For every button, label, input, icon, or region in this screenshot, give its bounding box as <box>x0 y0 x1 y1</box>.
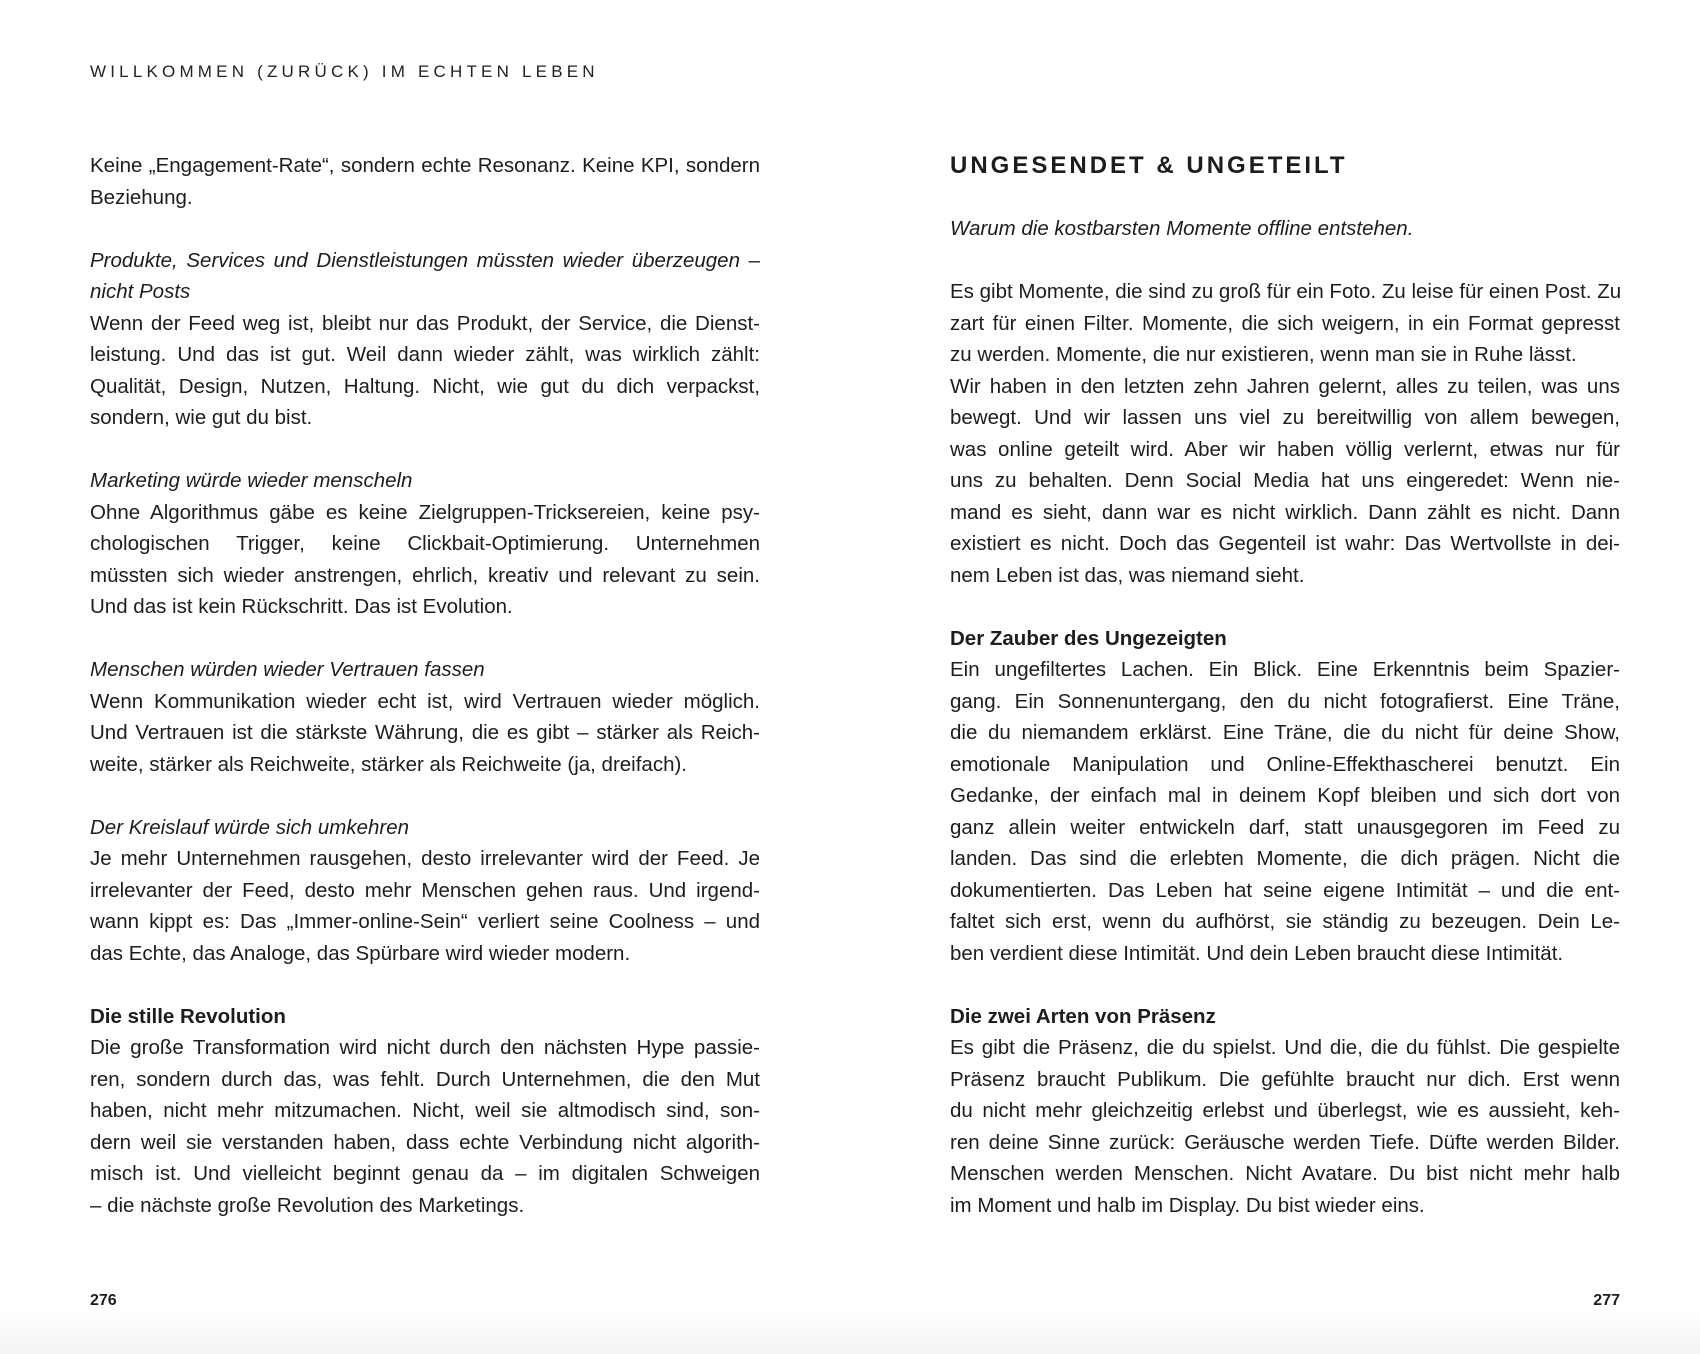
body-line: nem Leben ist das, was niemand sieht. <box>950 563 1305 587</box>
paragraph <box>90 843 760 969</box>
body-line: die du niemandem erklärst. Eine Träne, die du nicht für deine Show, <box>950 721 1620 744</box>
body-line: du nicht mehr gleichzeitig erlebst und überlegst, wie es aussieht, keh- <box>950 1099 1620 1122</box>
page-number-right: 277 <box>1593 1292 1620 1309</box>
heading-block <box>90 654 760 686</box>
paragraph <box>90 686 760 781</box>
body-line: Gedanke, der einfach mal in deinem Kopf bleiben und sich dort von <box>950 784 1620 807</box>
subheading-line: Der Kreislauf würde sich umkehren <box>90 815 410 839</box>
body-line: weite, stärker als Reichweite, stärker als Reichweite (ja, dreifach). <box>90 752 687 776</box>
paragraph-spacer <box>90 969 760 1001</box>
paragraph-spacer <box>950 591 1620 623</box>
body-line: emotionale Manipulation und Online-Effekthascherei benutzt. Ein <box>950 752 1620 776</box>
right-page-body <box>950 150 1620 1221</box>
body-line: Wenn der Feed weg ist, bleibt nur das Produkt, der Service, die Dienst- <box>90 311 760 335</box>
section-heading-line: Der Zauber des Ungezeigten <box>950 626 1227 650</box>
body-line: ganz allein weiter entwickeln darf, statt unausgegoren im Feed zu <box>950 815 1620 839</box>
body-line: dern weil sie verstanden haben, dass echte Verbindung nicht algorith- <box>90 1130 760 1154</box>
heading-block <box>90 812 760 844</box>
body-line: zu werden. Momente, die nur existieren, wenn man sie in Ruhe lässt. <box>950 343 1577 366</box>
body-line: Es gibt Momente, die sind zu groß für ein Foto. Zu leise für einen Post. Zu <box>950 280 1622 303</box>
paragraph-spacer <box>90 780 760 812</box>
section-heading-line: Die stille Revolution <box>90 1004 286 1028</box>
body-line: Ein ungefiltertes Lachen. Ein Blick. Eine Erkenntnis beim Spazier- <box>950 658 1620 681</box>
heading-block <box>90 465 760 497</box>
page-number-left: 276 <box>90 1292 117 1309</box>
paragraph <box>90 308 760 434</box>
subheading-line: nicht Posts <box>90 280 191 303</box>
running-head: WILLKOMMEN (ZURÜCK) IM ECHTEN LEBEN <box>90 62 599 81</box>
body-line: leistung. Und das ist gut. Weil dann wieder zählt, was wirklich zählt: <box>90 343 760 366</box>
body-line: chologischen Trigger, keine Clickbait-Optimierung. Unternehmen <box>90 532 760 555</box>
paragraph <box>90 1032 760 1221</box>
heading-block <box>950 1001 1620 1033</box>
heading-block <box>950 213 1620 245</box>
body-line: Und das ist kein Rückschritt. Das ist Evolution. <box>90 595 513 618</box>
left-page-body <box>90 150 760 1221</box>
body-line: Präsenz braucht Publikum. Die gefühlte braucht nur dich. Erst wenn <box>950 1067 1620 1091</box>
body-line: – die nächste große Revolution des Marketings. <box>90 1193 525 1217</box>
body-line: ren, sondern durch das, was fehlt. Durch Unternehmen, die den Mut <box>90 1067 760 1091</box>
subheading-line: Menschen würden wieder Vertrauen fassen <box>90 658 485 681</box>
body-line: Keine „Engagement-Rate“, sondern echte Resonanz. Keine KPI, sondern <box>90 154 760 177</box>
heading-block <box>950 623 1620 655</box>
body-line: gang. Ein Sonnenuntergang, den du nicht fotografierst. Eine Träne, <box>950 689 1620 713</box>
paragraph <box>950 371 1620 592</box>
body-line: existiert es nicht. Doch das Gegenteil ist wahr: Das Wertvollste in dei- <box>950 532 1620 555</box>
body-line: Beziehung. <box>90 185 193 209</box>
paragraph-spacer <box>950 245 1620 277</box>
body-line: dokumentierten. Das Leben hat seine eigene Intimität – und die ent- <box>950 878 1620 902</box>
body-line: müssten sich wieder anstrengen, ehrlich, kreativ und relevant zu sein. <box>90 563 760 587</box>
body-line: Wir haben in den letzten zehn Jahren gelernt, alles zu teilen, was uns <box>950 374 1620 398</box>
paragraph-spacer <box>90 434 760 466</box>
body-line: Menschen werden Menschen. Nicht Avatare. Du bist nicht mehr halb <box>950 1162 1620 1185</box>
body-line: sondern, wie gut du bist. <box>90 406 313 429</box>
paragraph <box>90 150 760 213</box>
body-line: Die große Transformation wird nicht durch den nächsten Hype passie- <box>90 1036 760 1059</box>
body-line: ren deine Sinne zurück: Geräusche werden Tiefe. Düfte werden Bilder. <box>950 1130 1620 1154</box>
body-line: das Echte, das Analoge, das Spürbare wird wieder modern. <box>90 941 631 965</box>
body-line: uns zu behalten. Denn Social Media hat uns eingeredet: Wenn nie- <box>950 469 1620 492</box>
body-line: Und Vertrauen ist die stärkste Währung, die es gibt – stärker als Reich- <box>90 721 760 744</box>
paragraph <box>950 1032 1620 1221</box>
heading-block <box>90 1001 760 1033</box>
paragraph-spacer <box>950 969 1620 1001</box>
body-line: bewegt. Und wir lassen uns viel zu bereitwillig von allem bewegen, <box>950 406 1620 429</box>
body-line: wann kippt es: Das „Immer-online-Sein“ verliert seine Coolness – und <box>90 910 760 933</box>
body-line: mand es sieht, dann war es nicht wirklich. Dann zählt es nicht. Dann <box>950 500 1620 524</box>
body-line: misch ist. Und vielleicht beginnt genau da – im digitalen Schweigen <box>90 1162 760 1185</box>
body-line: Ohne Algorithmus gäbe es keine Zielgruppen-Tricksereien, keine psy- <box>90 500 760 524</box>
paragraph <box>950 654 1620 969</box>
body-line: zart für einen Filter. Momente, die sich weigern, in ein Format gepresst <box>950 311 1620 335</box>
paragraph-spacer <box>90 213 760 245</box>
body-line: Wenn Kommunikation wieder echt ist, wird Vertrauen wieder möglich. <box>90 689 760 713</box>
paragraph <box>90 497 760 623</box>
chapter-title: UNGESENDET & UNGETEILT <box>950 152 1348 179</box>
paragraph-spacer <box>950 182 1620 214</box>
body-line: Qualität, Design, Nutzen, Haltung. Nicht, wie gut du dich verpackst, <box>90 374 760 398</box>
body-line: haben, nicht mehr mitzumachen. Nicht, weil sie altmodisch sind, son- <box>90 1099 760 1122</box>
subheading-line: Warum die kostbarsten Momente offline entstehen. <box>950 217 1414 240</box>
page-bottom-shadow <box>0 1314 1700 1354</box>
paragraph-spacer <box>90 623 760 655</box>
body-line: im Moment und halb im Display. Du bist wieder eins. <box>950 1193 1425 1217</box>
subheading-line: Marketing würde wieder menscheln <box>90 469 413 492</box>
body-line: was online geteilt wird. Aber wir haben völlig verlernt, etwas nur für <box>950 437 1620 461</box>
section-heading-line: Die zwei Arten von Präsenz <box>950 1004 1216 1028</box>
heading-block <box>950 150 1620 182</box>
body-line: Es gibt die Präsenz, die du spielst. Und die, die du fühlst. Die gespielte <box>950 1036 1620 1059</box>
heading-block <box>90 245 760 308</box>
body-line: irrelevanter der Feed, desto mehr Menschen gehen raus. Und irgend- <box>90 878 760 902</box>
body-line: landen. Das sind die erlebten Momente, die dich prägen. Nicht die <box>950 847 1620 870</box>
paragraph <box>950 276 1620 371</box>
body-line: faltet sich erst, wenn du aufhörst, sie ständig zu bezeugen. Dein Le- <box>950 910 1620 933</box>
body-line: Je mehr Unternehmen rausgehen, desto irrelevanter wird der Feed. Je <box>90 847 760 870</box>
subheading-line: Produkte, Services und Dienstleistungen müssten wieder überzeugen – <box>90 248 760 272</box>
body-line: ben verdient diese Intimität. Und dein Leben braucht diese Intimität. <box>950 941 1564 965</box>
